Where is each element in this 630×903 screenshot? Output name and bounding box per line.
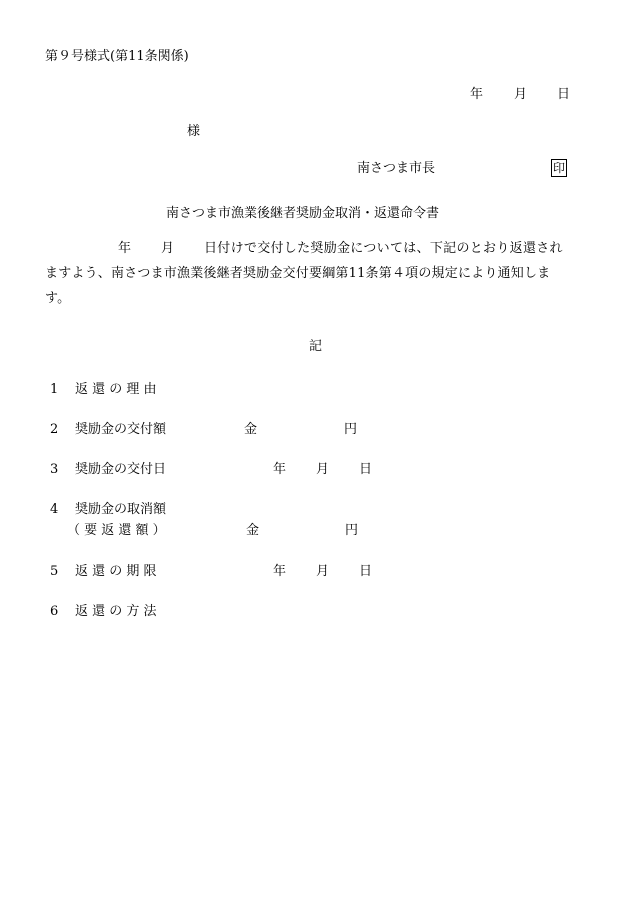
body-line1-text: 日付けで交付した奨励金については、下記のとおり返還され xyxy=(204,241,563,256)
item-4-sublabel: （ 要 返 還 額 ） xyxy=(67,523,166,538)
item-1-number: 1 xyxy=(50,382,59,397)
item-5-month: 月 xyxy=(316,564,330,579)
item-2-kin: 金 xyxy=(244,422,258,437)
item-4-yen: 円 xyxy=(345,523,359,538)
date-year-label: 年 xyxy=(470,87,484,102)
item-5-number: 5 xyxy=(50,564,59,579)
body-line1-month: 月 xyxy=(161,241,175,256)
item-2-number: 2 xyxy=(50,422,59,437)
item-4-kin: 金 xyxy=(246,523,260,538)
item-5-day: 日 xyxy=(359,564,373,579)
body-line1-year: 年 xyxy=(118,241,132,256)
item-6-label: 返 還 の 方 法 xyxy=(75,604,157,619)
item-5-label: 返 還 の 期 限 xyxy=(75,564,157,579)
body-line2: ますよう、南さつま市漁業後継者奨励金交付要綱第11条第４項の規定により通知しま xyxy=(45,266,551,281)
item-2-yen: 円 xyxy=(344,422,358,437)
item-5-year: 年 xyxy=(273,564,287,579)
ki-heading: 記 xyxy=(309,339,323,354)
item-3-year: 年 xyxy=(273,462,287,477)
form-number: 第９号様式(第11条関係) xyxy=(45,49,189,64)
issuer-name: 南さつま市長 xyxy=(357,161,436,176)
addressee-suffix: 様 xyxy=(187,124,201,139)
item-3-day: 日 xyxy=(359,462,373,477)
item-1-label: 返 還 の 理 由 xyxy=(75,382,157,397)
item-2-label: 奨励金の交付額 xyxy=(75,422,167,437)
item-3-number: 3 xyxy=(50,462,59,477)
date-day-label: 日 xyxy=(557,87,571,102)
issuer-seal xyxy=(551,159,567,177)
item-4-label: 奨励金の取消額 xyxy=(75,502,167,517)
item-4-number: 4 xyxy=(50,502,59,517)
document-title: 南さつま市漁業後継者奨励金取消・返還命令書 xyxy=(166,206,440,221)
item-3-label: 奨励金の交付日 xyxy=(75,462,167,477)
body-line3: す。 xyxy=(45,291,71,306)
seal-mark: 印 xyxy=(553,161,566,175)
item-6-number: 6 xyxy=(50,604,59,619)
item-3-month: 月 xyxy=(316,462,330,477)
date-month-label: 月 xyxy=(514,87,528,102)
